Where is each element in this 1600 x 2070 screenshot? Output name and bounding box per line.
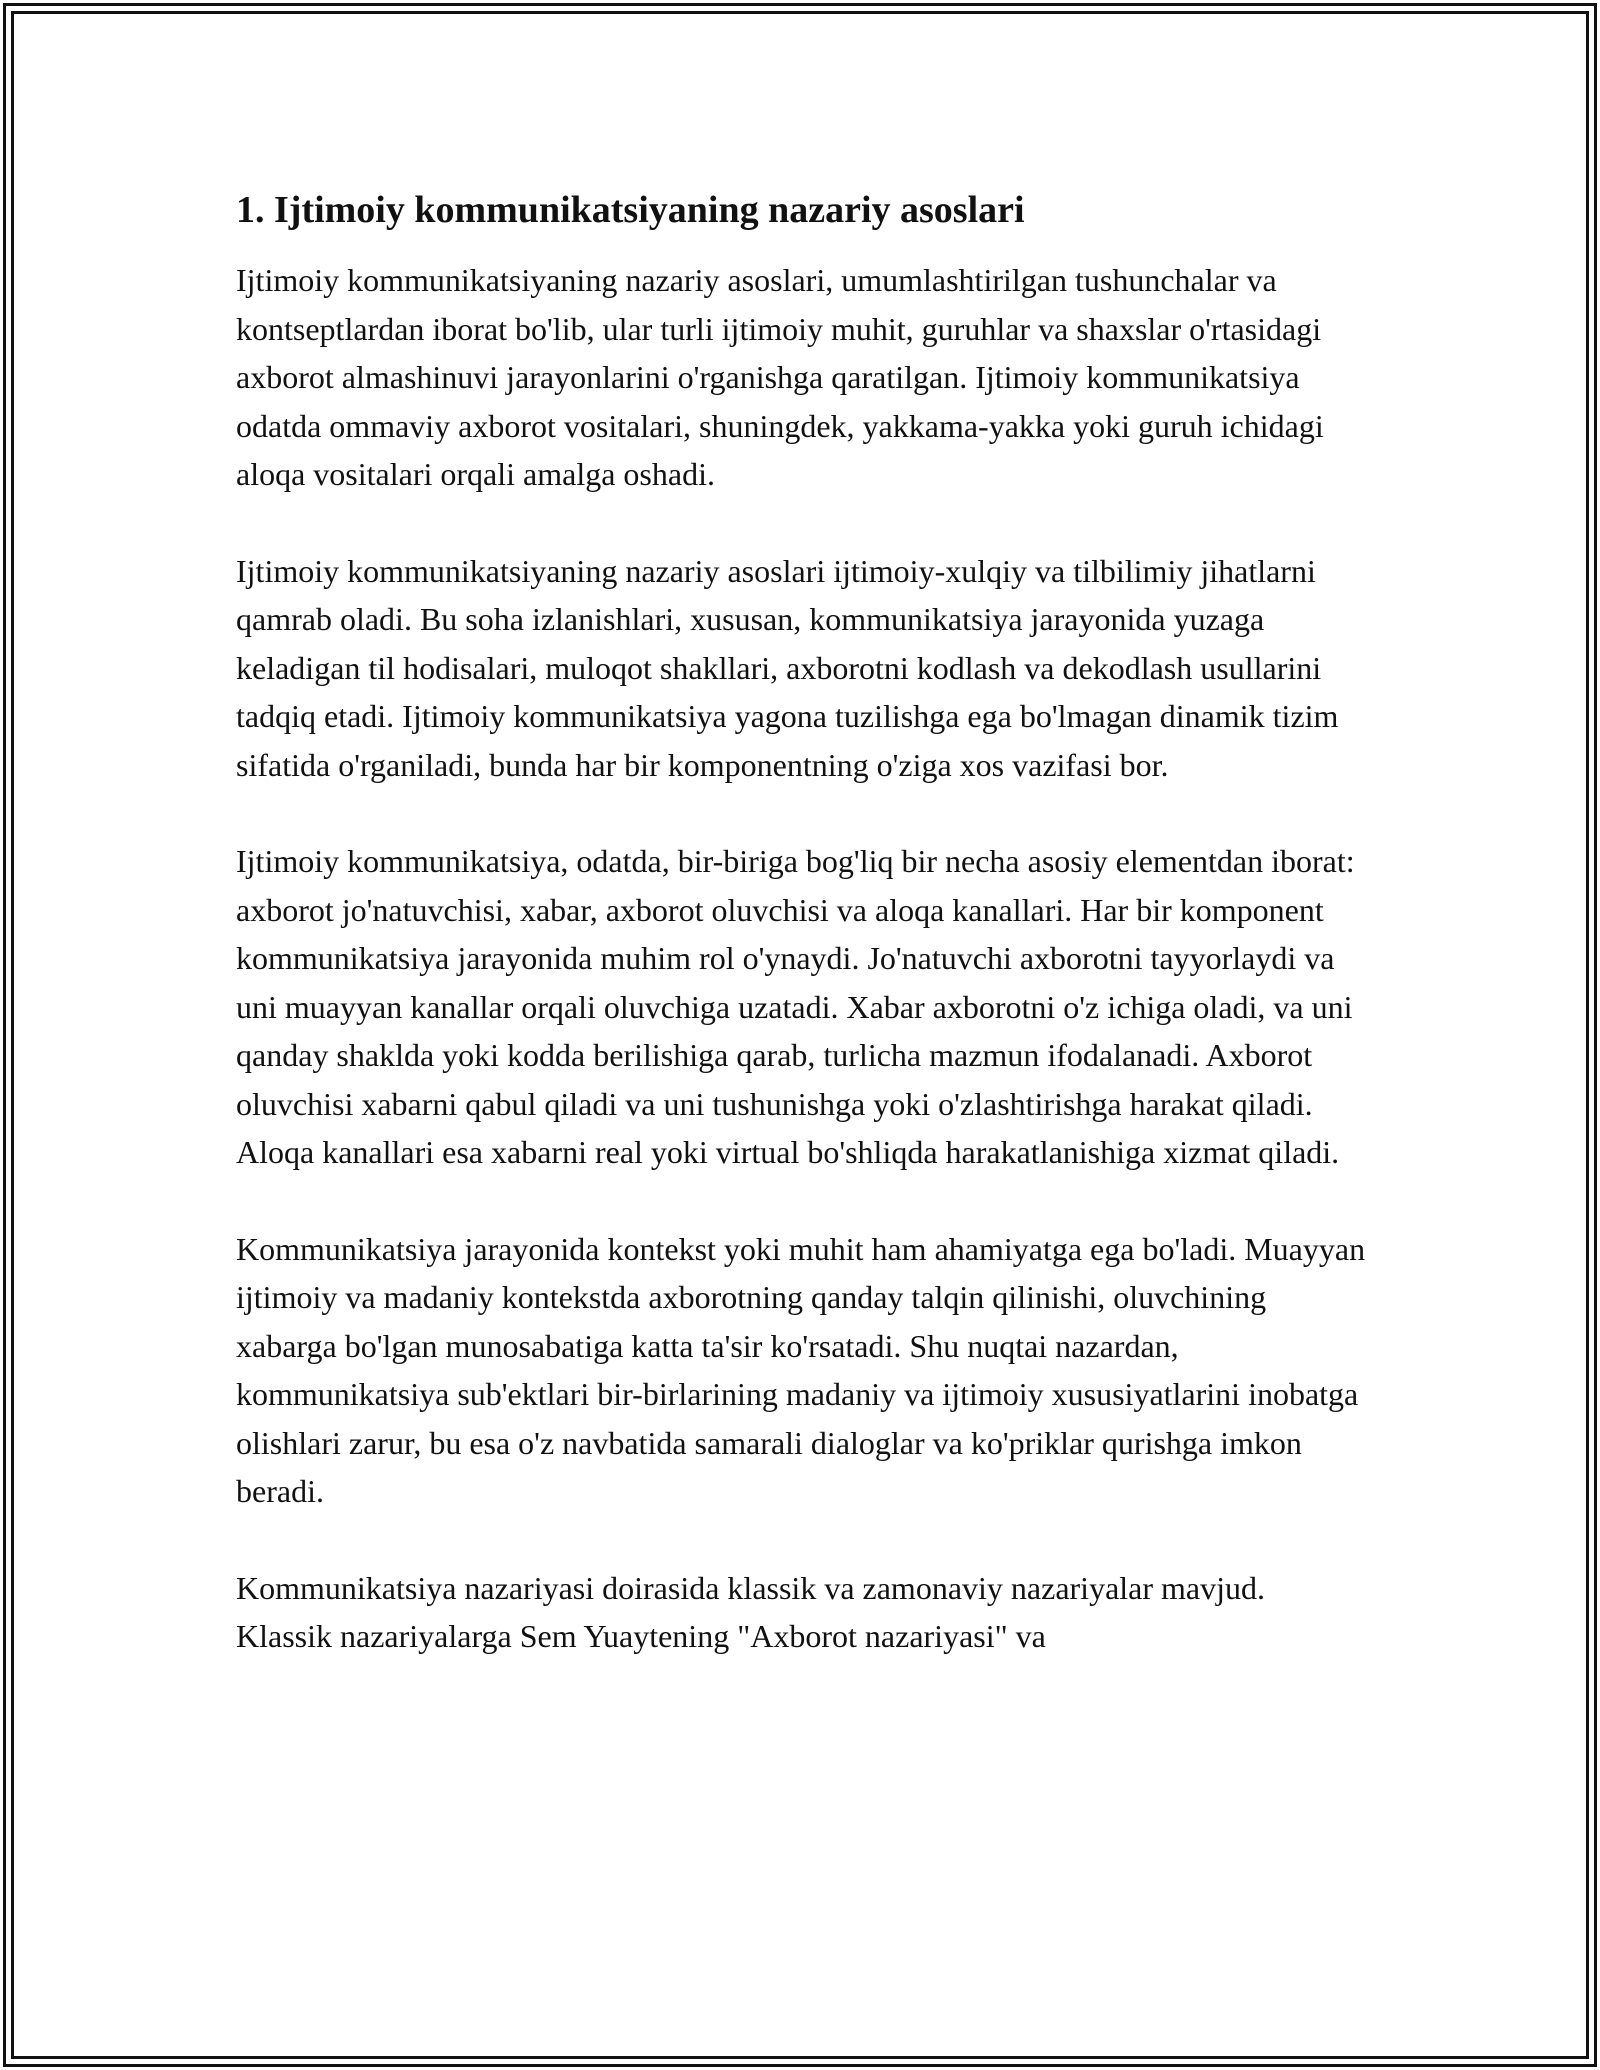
paragraph-1: Ijtimoiy kommunikatsiyaning nazariy asoslari, umumlashtirilgan tushunchalar va kontseptlardan iborat bo'lib, ular turli ijtimoiy muhit, guruhlar va shaxslar o'rtasidagi axborot almashinuvi jarayonlarini o'rganishga qaratilgan. Ijtimoiy kommunikatsiya odatda ommaviy axborot vositalari, shuningdek, yakkama-yakka yoki guruh ichidagi aloqa vositalari orqali amalga oshadi. — [236, 262, 1324, 492]
document-body — [236, 186, 1366, 1661]
paragraph-5: Kommunikatsiya nazariyasi doirasida klassik va zamonaviy nazariyalar mavjud. Klassik nazariyalarga Sem Yuaytening "Axborot nazariyasi" va — [236, 1569, 1265, 1654]
paragraph-2: Ijtimoiy kommunikatsiyaning nazariy asoslari ijtimoiy-xulqiy va tilbilimiy jihatlarni qamrab oladi. Bu soha izlanishlari, xususan, kommunikatsiya jarayonida yuzaga keladigan til hodisalari, muloqot shakllari, axborotni kodlash va dekodlash usullarini tadqiq etadi. Ijtimoiy kommunikatsiya yagona tuzilishga ega bo'lmagan dinamik tizim sifatida o'rganiladi, bunda har bir komponentning o'ziga xos vazifasi bor. — [236, 552, 1339, 783]
paragraph-4: Kommunikatsiya jarayonida kontekst yoki muhit ham ahamiyatga ega bo'ladi. Muayyan ijtimoiy va madaniy kontekstda axborotning qanday talqin qilinishi, oluvchining xabarga bo'lgan munosabatiga katta ta'sir ko'rsatadi. Shu nuqtai nazardan, kommunikatsiya sub'ektlari bir-birlarining madaniy va ijtimoiy xususiyatlarini inobatga olishlari zarur, bu esa o'z navbatida samarali dialoglar va ko'priklar qurishga imkon beradi. — [236, 1230, 1366, 1509]
section-heading: 1. Ijtimoiy kommunikatsiyaning nazariy asoslari — [236, 189, 1025, 231]
paragraph-3: Ijtimoiy kommunikatsiya, odatda, bir-biriga bog'liq bir necha asosiy elementdan iborat: axborot jo'natuvchisi, xabar, axborot oluvchisi va aloqa kanallari. Har bir komponent kommunikatsiya jarayonida muhim rol o'ynaydi. Jo'natuvchi axborotni tayyorlaydi va uni muayyan kanallar orqali oluvchiga uzatadi. Xabar axborotni o'z ichiga oladi, va uni qanday shaklda yoki kodda berilishiga qarab, turlicha mazmun ifodalanadi. Axborot oluvchisi xabarni qabul qiladi va uni tushunishga yoki o'zlashtirishga harakat qiladi. Aloqa kanallari esa xabarni real yoki virtual bo'shliqda harakatlanishiga xizmat qiladi. — [236, 843, 1355, 1170]
